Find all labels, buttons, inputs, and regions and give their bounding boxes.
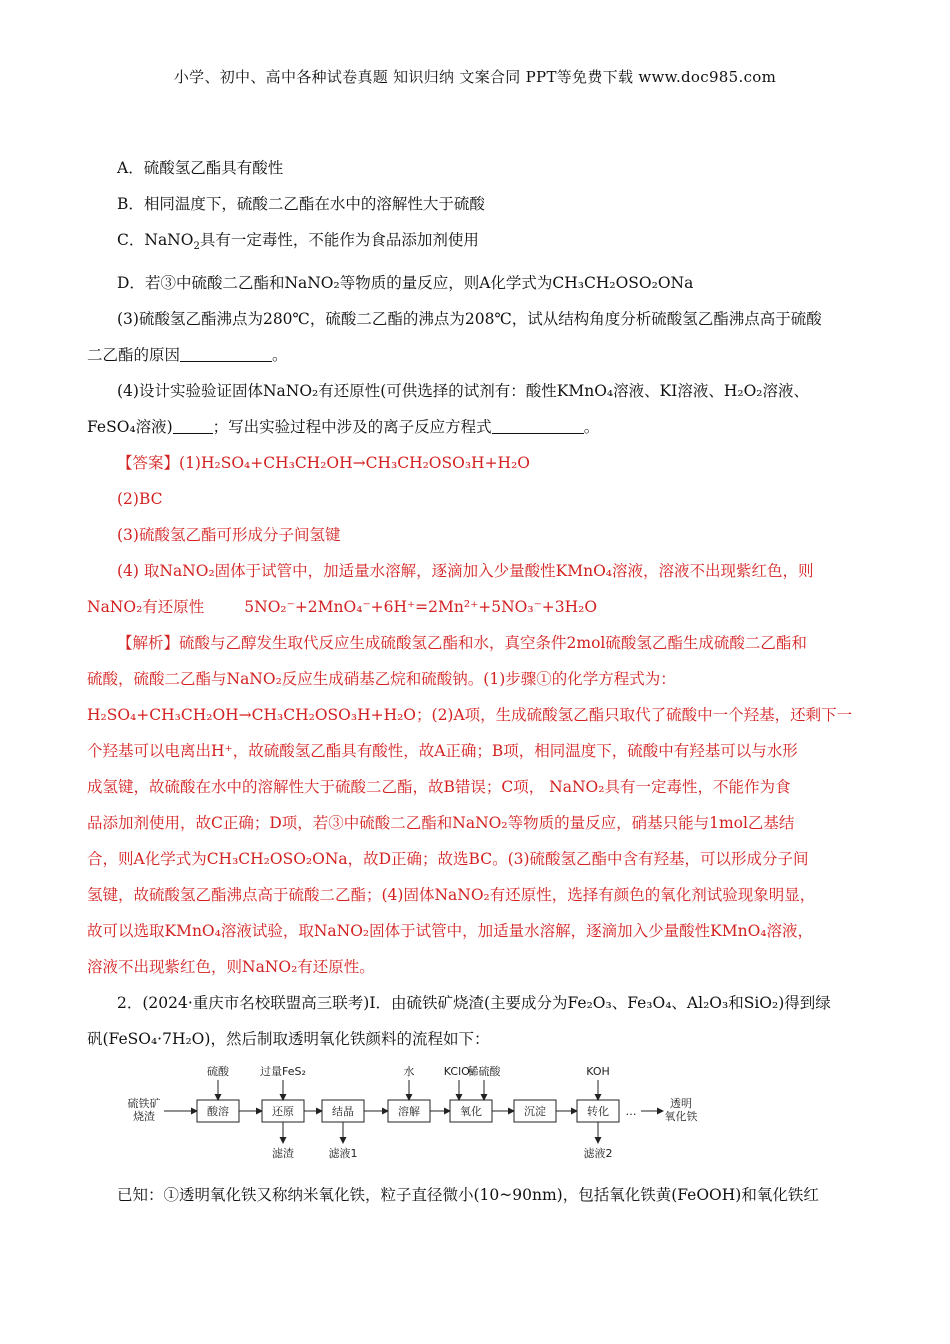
answer-4-line1: (4) 取NaNO₂固体于试管中，加适量水溶解，逐滴加入少量酸性KMnO₄溶液，溶液不出现紫红色，则	[117, 562, 814, 581]
flow-output-label: 滤液1	[328, 1147, 358, 1161]
option-d: D．若③中硫酸二乙酯和NaNO₂等物质的量反应，则A化学式为CH₃CH₂OSO₂ONa	[117, 274, 694, 293]
flow-end-label: 透明	[670, 1097, 692, 1111]
analysis-line: 故可以选取KMnO₄溶液试验，取NaNO₂固体于试管中，加适量水溶解，逐滴加入少量酸性KMnO₄溶液，	[87, 922, 813, 941]
analysis-line: 溶液不出现紫红色，则NaNO₂有还原性。	[87, 958, 375, 977]
flow-step-label: 溶解	[398, 1105, 420, 1119]
flow-input-label: 过量FeS₂	[260, 1065, 306, 1079]
flow-input-label: 水	[403, 1065, 415, 1079]
flow-output-label: 滤液2	[583, 1147, 613, 1161]
analysis-line: 合，则A化学式为CH₃CH₂OSO₂ONa，故D正确；故选BC。(3)硫酸氢乙酯中含有羟基，可以形成分子间	[87, 850, 809, 869]
process-flowchart	[87, 1063, 857, 1173]
analysis-line: 【解析】硫酸与乙醇发生取代反应生成硫酸氢乙酯和水，真空条件2mol硫酸氢乙酯生成硫酸二乙酯和	[117, 634, 807, 653]
flow-step-label: 结晶	[332, 1105, 354, 1119]
analysis-line: H₂SO₄+CH₃CH₂OH→CH₃CH₂OSO₃H+H₂O；(2)A项，生成硫酸氢乙酯只取代了硫酸中一个羟基，还剩下一	[87, 706, 853, 725]
question-2-line2: 矾(FeSO₄·7H₂O)，然后制取透明氧化铁颜料的流程如下：	[87, 1030, 490, 1049]
answer-2: (2)BC	[117, 490, 163, 509]
flow-step-label: 转化	[587, 1105, 609, 1119]
flow-input-label: KClO₃	[443, 1065, 475, 1079]
option-b: B．相同温度下，硫酸二乙酯在水中的溶解性大于硫酸	[117, 195, 485, 213]
flow-input-label: 硫酸	[207, 1065, 229, 1079]
known-info: 已知：①透明氧化铁又称纳米氧化铁，粒子直径微小(10~90nm)，包括氧化铁黄(FeOOH)和氧化铁红	[117, 1186, 819, 1205]
answer-1: 【答案】(1)H₂SO₄+CH₃CH₂OH→CH₃CH₂OSO₃H+H₂O	[117, 454, 530, 473]
analysis-line: 品添加剂使用，故C正确；D项，若③中硫酸二乙酯和NaNO₂等物质的量反应，硝基只能与1mol乙基结	[87, 814, 795, 833]
option-c: C．NaNO$_2$具有一定毒性，不能作为食品添加剂使用	[117, 231, 479, 253]
analysis-line: 硫酸，硫酸二乙酯与NaNO₂反应生成硝基乙烷和硫酸钠。(1)步骤①的化学方程式为：	[87, 670, 676, 689]
analysis-line: 氢键，故硫酸氢乙酯沸点高于硫酸二乙酯；(4)固体NaNO₂有还原性，选择有颜色的氧化剂试验现象明显，	[87, 886, 816, 905]
question-4-line1: (4)设计实验验证固体NaNO₂有还原性(可供选择的试剂有：酸性KMnO₄溶液、KI溶液、H₂O₂溶液、	[117, 382, 810, 401]
flow-ellipsis: …	[625, 1105, 637, 1119]
flow-step-label: 酸溶	[207, 1105, 229, 1119]
analysis-line: 个羟基可以电离出H⁺，故硫酸氢乙酯具有酸性，故A正确；B项，相同温度下，硫酸中有羟基可以与水形	[87, 742, 798, 761]
flow-input-label: KOH	[586, 1065, 610, 1079]
answer-blank[interactable]	[492, 417, 584, 434]
question-3-line1: (3)硫酸氢乙酯沸点为280℃，硫酸二乙酯的沸点为208℃，试从结构角度分析硫酸氢乙酯沸点高于硫酸	[117, 310, 822, 329]
document-body	[87, 150, 857, 1213]
answer-4-line2: NaNO₂有还原性 5NO₂⁻+2MnO₄⁻+6H⁺=2Mn²⁺+5NO₃⁻+3H₂O	[87, 598, 598, 617]
analysis-line: 成氢键，故硫酸在水中的溶解性大于硫酸二乙酯，故B错误；C项， NaNO₂具有一定毒性，不能作为食	[87, 778, 791, 797]
flow-step-label: 氧化	[460, 1105, 482, 1119]
flowchart-svg	[122, 1063, 762, 1173]
question-4-line2: FeSO₄溶液) ；写出实验过程中涉及的离子反应方程式 。	[87, 418, 600, 437]
page-header: 小学、初中、高中各种试卷真题 知识归纳 文案合同 PPT等免费下载 www.doc985.com	[173, 68, 777, 86]
answer-3: (3)硫酸氢乙酯可形成分子间氢键	[117, 526, 341, 545]
flow-start-label: 烧渣	[133, 1110, 155, 1124]
answer-tag: 【答案】	[117, 454, 180, 473]
flow-step-label: 沉淀	[524, 1105, 546, 1119]
flow-input-label: 稀硫酸	[467, 1065, 501, 1079]
answer-blank[interactable]	[173, 417, 213, 434]
analysis-tag: 【解析】	[117, 634, 180, 653]
flow-start-label: 硫铁矿	[127, 1097, 161, 1111]
flow-step-label: 还原	[272, 1105, 294, 1119]
question-2-line1: 2．(2024·重庆市名校联盟高三联考)Ⅰ．由硫铁矿烧渣(主要成分为Fe₂O₃、Fe₃O₄、Al₂O₃和SiO₂)得到绿	[117, 994, 831, 1013]
flow-end-label: 氧化铁	[664, 1110, 698, 1124]
option-a: A．硫酸氢乙酯具有酸性	[117, 159, 284, 177]
question-3-line2: 二乙酯的原因 。	[87, 346, 288, 365]
answer-blank[interactable]	[180, 345, 272, 362]
flow-output-label: 滤渣	[272, 1147, 294, 1161]
